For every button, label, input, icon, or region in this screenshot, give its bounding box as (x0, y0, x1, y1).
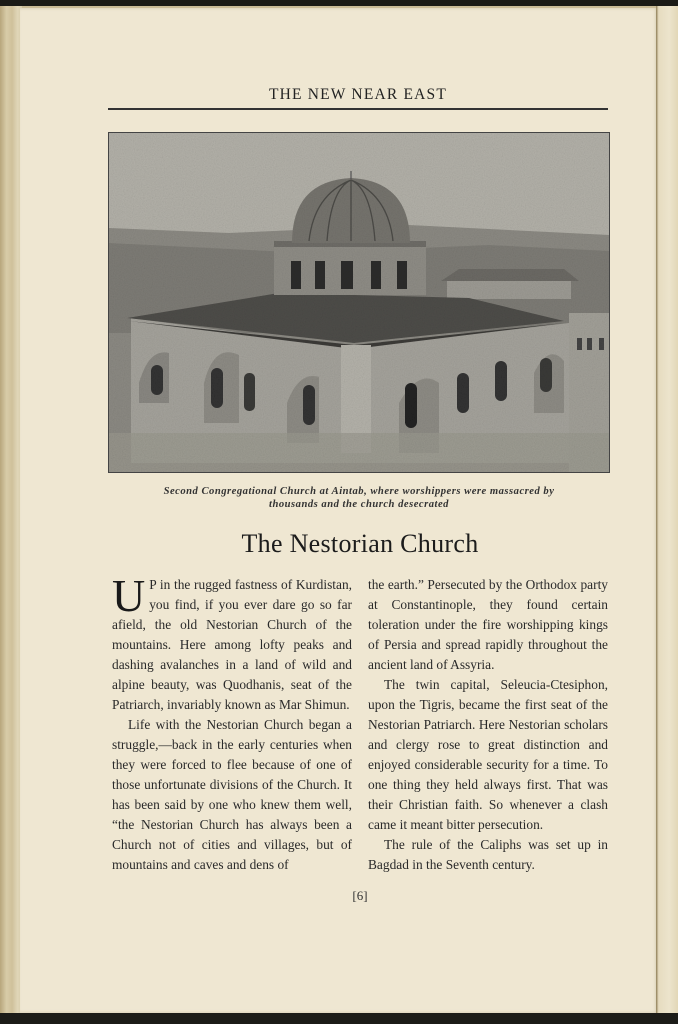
church-photo (108, 132, 610, 473)
text-column-right (368, 575, 608, 875)
paragraph: The twin capital, Seleucia-Ctesiphon, upon the Tigris, became the first seat of the Nestorian Patriarch. Here Nestorian scholars and clergy rose to great distinction and enjoyed considerable security for a time. To one thing they held always first. That was their Christian faith. So whenever a clash came it meant bitter persecution. (368, 677, 608, 832)
running-head: THE NEW NEAR EAST (268, 86, 448, 103)
caption-line-1: Second Congregational Church at Aintab, where worshippers were massacred by (163, 486, 555, 497)
caption-line-2: thousands and the church desecrated (269, 498, 449, 510)
article-title: The Nestorian Church (241, 529, 479, 558)
paragraph: Life with the Nestorian Church began a struggle,—back in the early centuries when they were forced to flee because of one of those unfortunate divisions of the Church. It has been said by one who knew them well, “the Nestorian Church has always been a Church not of cities and villages, but of mountains and caves and dens of (112, 717, 352, 872)
paragraph: the earth.” Persecuted by the Orthodox party at Constantinople, they found certain toleration under the fire worshipping kings of Persia and spread rapidly throughout the ancient land of Assyria. (368, 577, 608, 672)
paragraph (112, 570, 352, 715)
scan-bottom-border (0, 1013, 678, 1024)
page-number: [6] (352, 888, 368, 903)
background-building-wall (447, 281, 571, 299)
book-page-edge-right (656, 6, 678, 1014)
drop-cap: U (112, 570, 146, 621)
header-rule (108, 108, 608, 110)
text-column-left (112, 570, 352, 875)
paragraph: The rule of the Caliphs was set up in Bagdad in the Seventh century. (368, 837, 608, 872)
paragraph-text: P in the rugged fastness of Kurdistan, you find, if you ever dare go so far afield, the old Nestorian Church of the mountains. Here among lofty peaks and dashing avalanches in a land of wild and alpine beauty, was Quodhanis, seat of the Patriarch, invariably known as Mar Shimun. (112, 577, 352, 712)
photo-caption (112, 486, 606, 511)
church-photo-illustration (109, 133, 609, 472)
book-page-edges-left (0, 6, 22, 1014)
background-building-roof (441, 269, 579, 281)
